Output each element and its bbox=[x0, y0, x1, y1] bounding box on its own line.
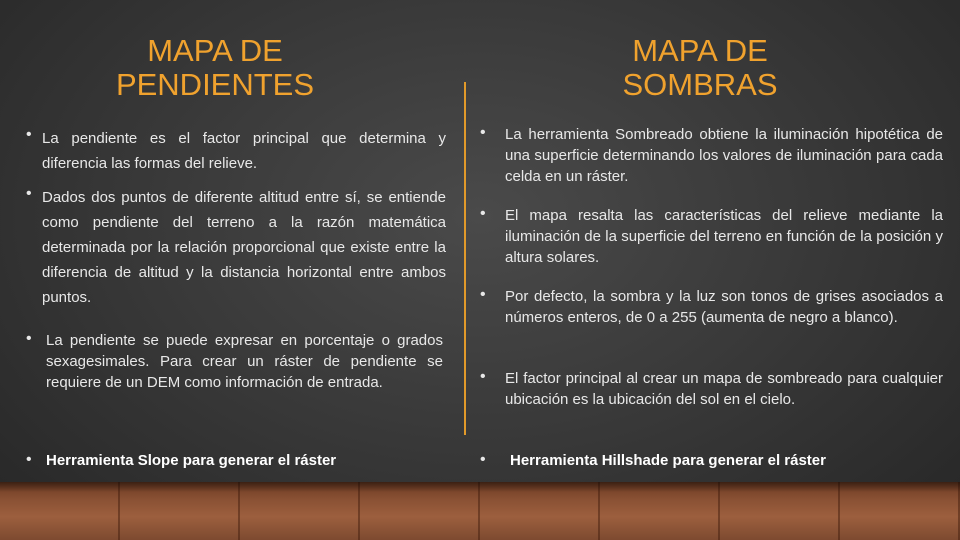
left-title: MAPA DE PENDIENTES bbox=[115, 33, 315, 102]
bullet-icon: • bbox=[480, 451, 486, 468]
bullet-icon: • bbox=[480, 124, 486, 141]
hillshade-tool-label: Herramienta Hillshade para generar el ráster bbox=[510, 452, 826, 469]
slope-tool-label: Herramienta Slope para generar el ráster bbox=[46, 452, 337, 469]
left-bullet-text: La pendiente se puede expresar en porcentaje o grados sexagesimales. Para crear un ráster de pendiente se requiere de un DEM como información de entrada. bbox=[46, 332, 443, 391]
left-bullet-text: Dados dos puntos de diferente altitud entre sí, se entiende como pendiente del terreno a la razón matemática determinada por la relación proporcional que existe entre la diferencia de altitud y la distancia horizontal entre ambos puntos. bbox=[42, 189, 446, 306]
bullet-icon: • bbox=[26, 451, 32, 468]
bullet-icon: • bbox=[480, 286, 486, 303]
bullet-icon: • bbox=[480, 368, 486, 385]
bullet-icon: • bbox=[26, 185, 32, 202]
left-bullet-text: La pendiente es el factor principal que determina y diferencia las formas del relieve. bbox=[42, 130, 446, 172]
right-title: MAPA DE SOMBRAS bbox=[622, 33, 778, 102]
column-divider bbox=[464, 82, 466, 435]
right-bullet-text: El factor principal al crear un mapa de sombreado para cualquier ubicación es la ubicación del sol en el cielo. bbox=[505, 370, 943, 408]
right-bullet-text: La herramienta Sombreado obtiene la iluminación hipotética de una superficie determinando los valores de iluminación para cada celda en un ráster. bbox=[505, 126, 943, 185]
bullet-icon: • bbox=[480, 205, 486, 222]
right-bullet-text: Por defecto, la sombra y la luz son tonos de grises asociados a números enteros, de 0 a 255 (aumenta de negro a blanco). bbox=[505, 288, 943, 326]
right-bullet-text: El mapa resalta las características del relieve mediante la iluminación de la superficie del terreno en función de la posición y altura solares. bbox=[505, 207, 943, 266]
bullet-icon: • bbox=[26, 126, 32, 143]
wooden-floor-decoration bbox=[0, 482, 960, 540]
bullet-icon: • bbox=[26, 330, 32, 347]
